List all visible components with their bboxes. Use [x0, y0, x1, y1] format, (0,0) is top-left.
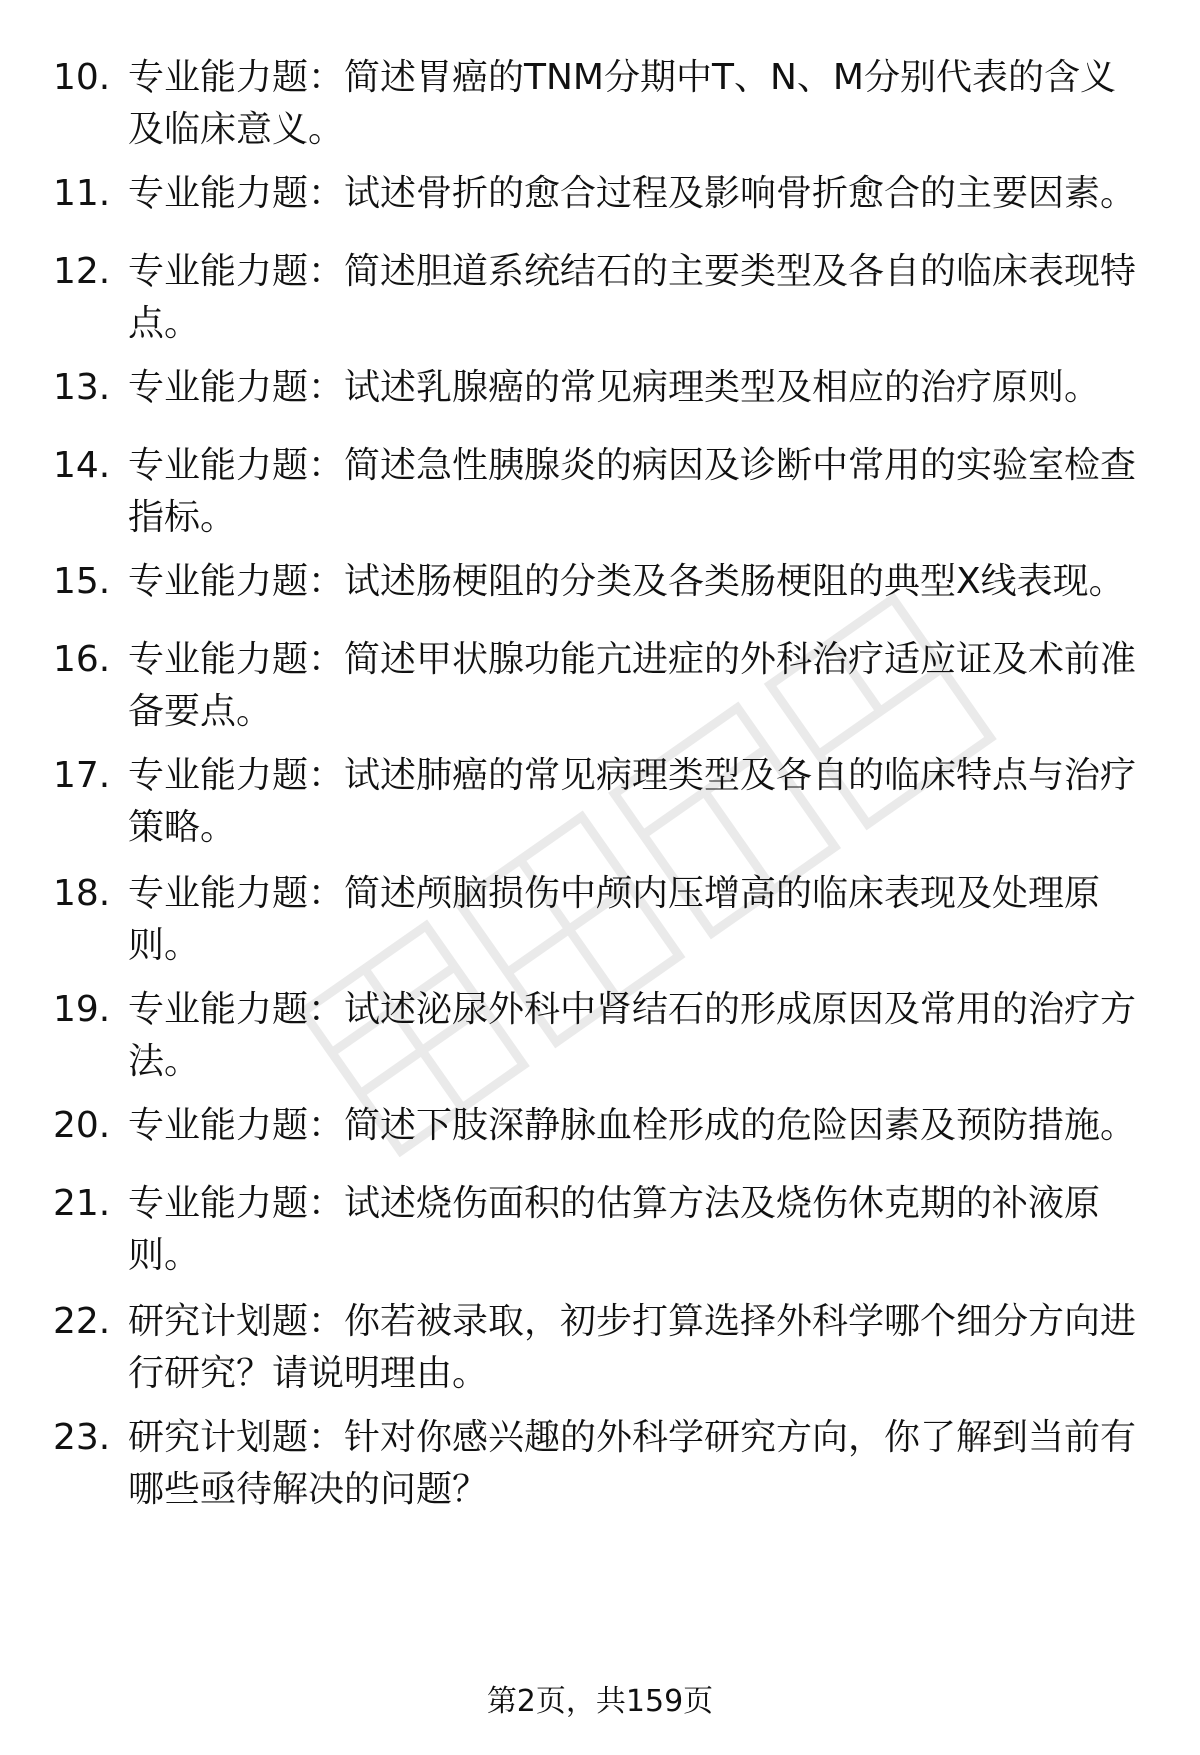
question-number: 14.: [53, 445, 111, 486]
question-number: 21.: [53, 1183, 111, 1224]
question-body: [128, 868, 1148, 972]
question-number: 19.: [53, 989, 111, 1030]
question-body: [128, 52, 1148, 156]
question-type: 研究计划题：: [128, 1301, 345, 1342]
question-number: 15.: [53, 561, 111, 602]
question-type: 专业能力题：: [128, 367, 345, 408]
question-type: 专业能力题：: [128, 251, 345, 292]
question-number: 10.: [53, 57, 111, 98]
question-body: [128, 1412, 1148, 1516]
question-text: 简述胆道系统结石的主要类型及各自的临床表现特点。: [128, 251, 1137, 344]
question-type: 专业能力题：: [128, 1183, 345, 1224]
question-number: 12.: [53, 251, 111, 292]
question-number: 22.: [53, 1301, 111, 1342]
question-body: [128, 634, 1148, 738]
question-text: 简述下肢深静脉血栓形成的危险因素及预防措施。: [344, 1105, 1137, 1146]
question-type: 专业能力题：: [128, 561, 345, 602]
question-text: 试述肠梗阻的分类及各类肠梗阻的典型X线表现。: [344, 561, 1125, 602]
question-number: 23.: [53, 1417, 111, 1458]
question-body: [128, 362, 1148, 414]
question-type: 专业能力题：: [128, 445, 345, 486]
question-text: 简述甲状腺功能亢进症的外科治疗适应证及术前准备要点。: [128, 639, 1137, 732]
question-number: 17.: [53, 755, 111, 796]
question-type: 专业能力题：: [128, 639, 345, 680]
question-body: [128, 246, 1148, 350]
question-type: 研究计划题：: [128, 1417, 345, 1458]
page-number-label: 第2页，共159页: [486, 1684, 714, 1719]
question-body: [128, 750, 1148, 854]
question-type: 专业能力题：: [128, 1105, 345, 1146]
question-number: 20.: [53, 1105, 111, 1146]
question-number: 13.: [53, 367, 111, 408]
question-text: 简述颅脑损伤中颅内压增高的临床表现及处理原则。: [128, 873, 1101, 966]
question-body: [128, 984, 1148, 1088]
question-body: [128, 1178, 1148, 1282]
question-text: 试述乳腺癌的常见病理类型及相应的治疗原则。: [344, 367, 1101, 408]
question-type: 专业能力题：: [128, 57, 345, 98]
question-text: 试述肺癌的常见病理类型及各自的临床特点与治疗策略。: [128, 755, 1137, 848]
question-type: 专业能力题：: [128, 989, 345, 1030]
question-type: 专业能力题：: [128, 173, 345, 214]
question-body: [128, 556, 1148, 608]
question-number: 11.: [53, 173, 111, 214]
question-body: [128, 1296, 1148, 1400]
question-text: 简述急性胰腺炎的病因及诊断中常用的实验室检查指标。: [128, 445, 1137, 538]
question-number: 18.: [53, 873, 111, 914]
question-body: [128, 440, 1148, 544]
question-type: 专业能力题：: [128, 873, 345, 914]
question-text: 你若被录取，初步打算选择外科学哪个细分方向进行研究？请说明理由。: [128, 1301, 1137, 1394]
question-text: 简述胃癌的TNM分期中T、N、M分别代表的含义及临床意义。: [128, 57, 1116, 150]
question-number: 16.: [53, 639, 111, 680]
question-body: [128, 168, 1148, 220]
page-footer: [0, 1680, 1200, 1724]
question-type: 专业能力题：: [128, 755, 345, 796]
question-body: [128, 1100, 1148, 1152]
question-text: 试述骨折的愈合过程及影响骨折愈合的主要因素。: [344, 173, 1137, 214]
question-text: 试述泌尿外科中肾结石的形成原因及常用的治疗方法。: [128, 989, 1137, 1082]
question-text: 试述烧伤面积的估算方法及烧伤休克期的补液原则。: [128, 1183, 1101, 1276]
question-text: 针对你感兴趣的外科学研究方向，你了解到当前有哪些亟待解决的问题？: [128, 1417, 1137, 1510]
